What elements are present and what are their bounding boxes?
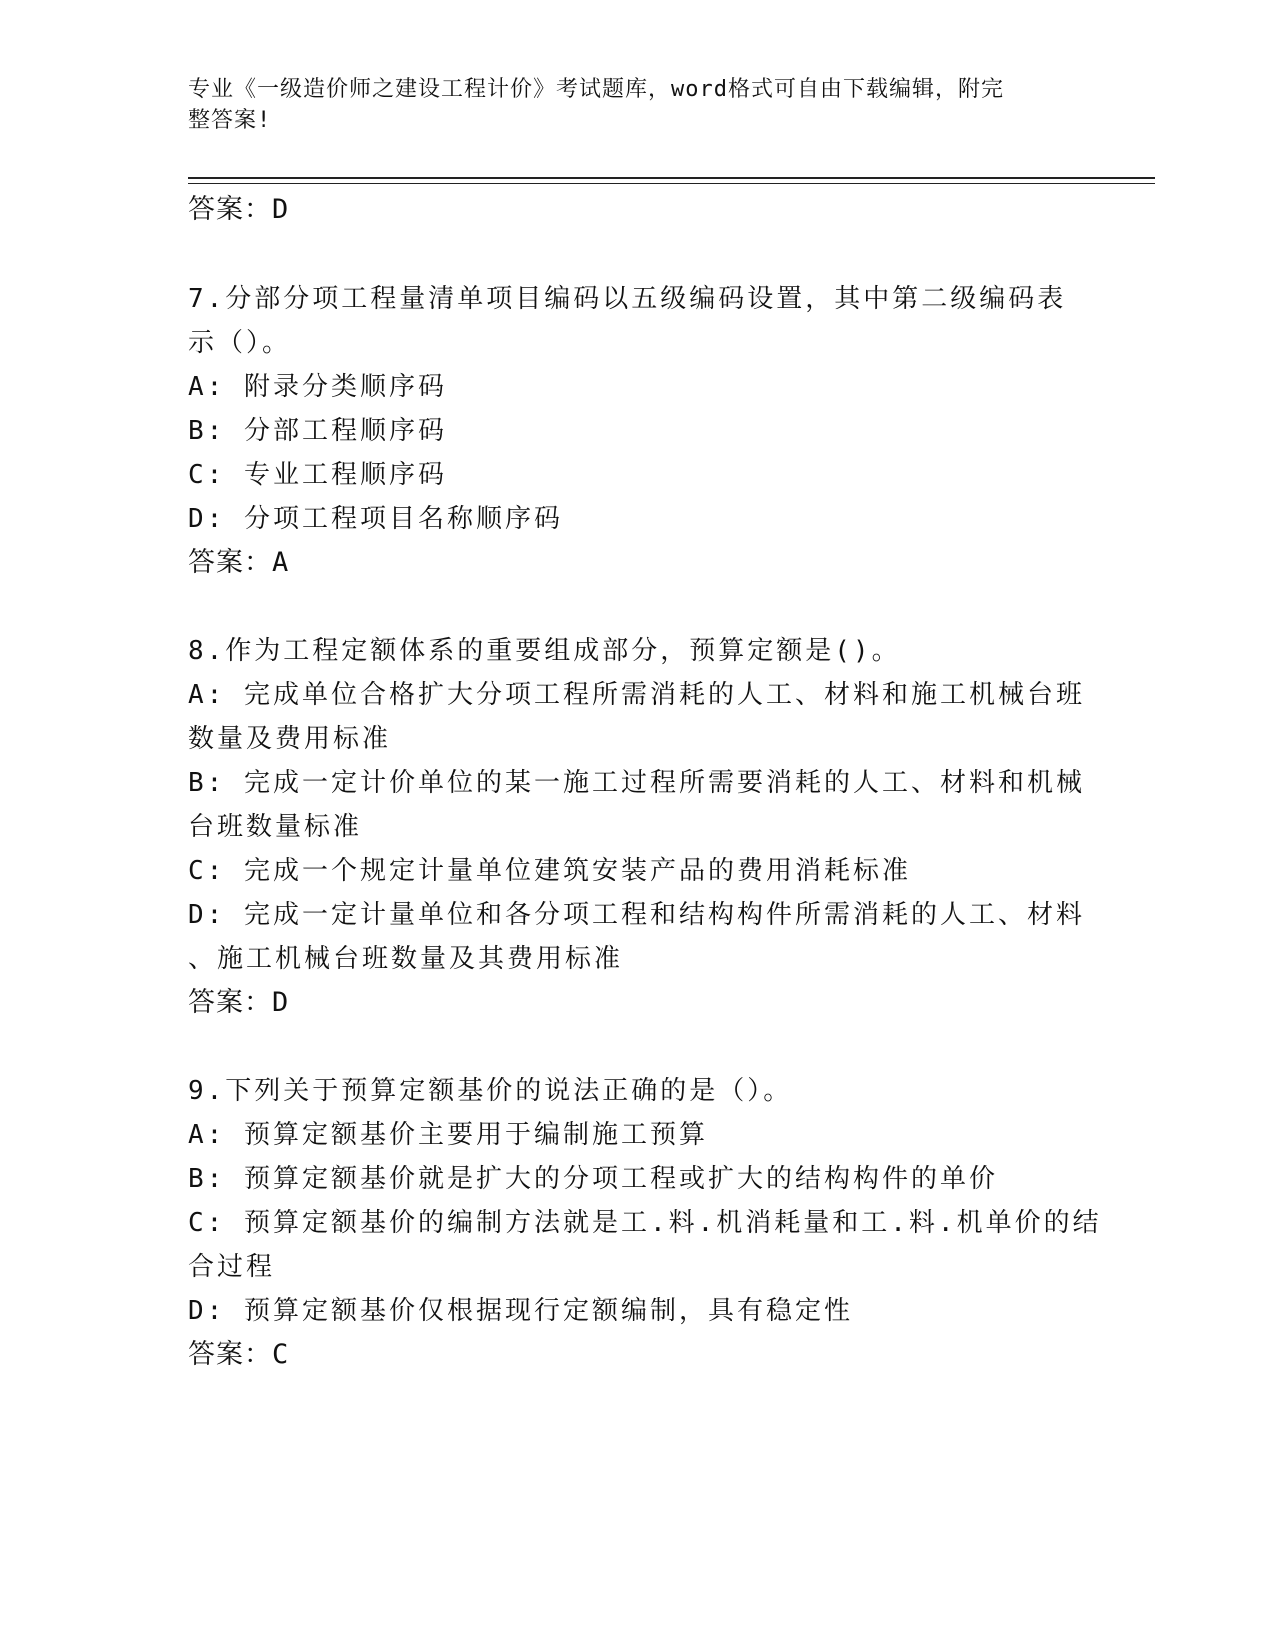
q8-option-b-line-1: B: 完成一定计价单位的某一施工过程所需要消耗的人工、材料和机械 bbox=[188, 768, 1085, 798]
header-text-line-1: 专业《一级造价师之建设工程计价》考试题库，word格式可自由下载编辑，附完 bbox=[188, 77, 1004, 102]
answer-q8: 答案：D bbox=[188, 987, 290, 1018]
q7-option-d: D: 分项工程项目名称顺序码 bbox=[188, 504, 563, 534]
q9-option-c-line-2: 合过程 bbox=[188, 1252, 276, 1282]
q8-option-d-line-2: 、施工机械台班数量及其费用标准 bbox=[188, 944, 624, 974]
q7-option-b: B: 分部工程顺序码 bbox=[188, 416, 447, 446]
q7-option-c: C: 专业工程顺序码 bbox=[188, 460, 447, 490]
q7-option-a: A: 附录分类顺序码 bbox=[188, 372, 447, 402]
q9-option-a: A: 预算定额基价主要用于编制施工预算 bbox=[188, 1120, 708, 1150]
answer-q6: 答案：D bbox=[188, 194, 290, 225]
page-header bbox=[188, 74, 1068, 136]
q9-option-b: B: 预算定额基价就是扩大的分项工程或扩大的结构构件的单价 bbox=[188, 1164, 998, 1194]
q7-stem-line-1: 7.分部分项工程量清单项目编码以五级编码设置，其中第二级编码表 bbox=[188, 284, 1067, 314]
q9-option-d: D: 预算定额基价仅根据现行定额编制，具有稳定性 bbox=[188, 1296, 853, 1326]
q8-option-a-line-2: 数量及费用标准 bbox=[188, 724, 392, 754]
q8-option-d-line-1: D: 完成一定计量单位和各分项工程和结构构件所需消耗的人工、材料 bbox=[188, 900, 1085, 930]
answer-q7: 答案：A bbox=[188, 547, 290, 578]
q9-stem: 9.下列关于预算定额基价的说法正确的是（）。 bbox=[188, 1076, 793, 1106]
q9-option-c-line-1: C: 预算定额基价的编制方法就是工.料.机消耗量和工.料.机单价的结 bbox=[188, 1208, 1102, 1238]
q8-option-b-line-2: 台班数量标准 bbox=[188, 812, 363, 842]
q8-stem: 8.作为工程定额体系的重要组成部分，预算定额是()。 bbox=[188, 636, 901, 666]
header-divider-thin bbox=[188, 183, 1155, 184]
q8-option-c: C: 完成一个规定计量单位建筑安装产品的费用消耗标准 bbox=[188, 856, 911, 886]
q8-option-a-line-1: A: 完成单位合格扩大分项工程所需消耗的人工、材料和施工机械台班 bbox=[188, 680, 1085, 710]
answer-q9: 答案：C bbox=[188, 1339, 290, 1370]
header-divider-thick bbox=[188, 177, 1155, 179]
q7-stem-line-2: 示（）。 bbox=[188, 328, 292, 358]
header-text-line-2: 整答案! bbox=[188, 108, 272, 133]
